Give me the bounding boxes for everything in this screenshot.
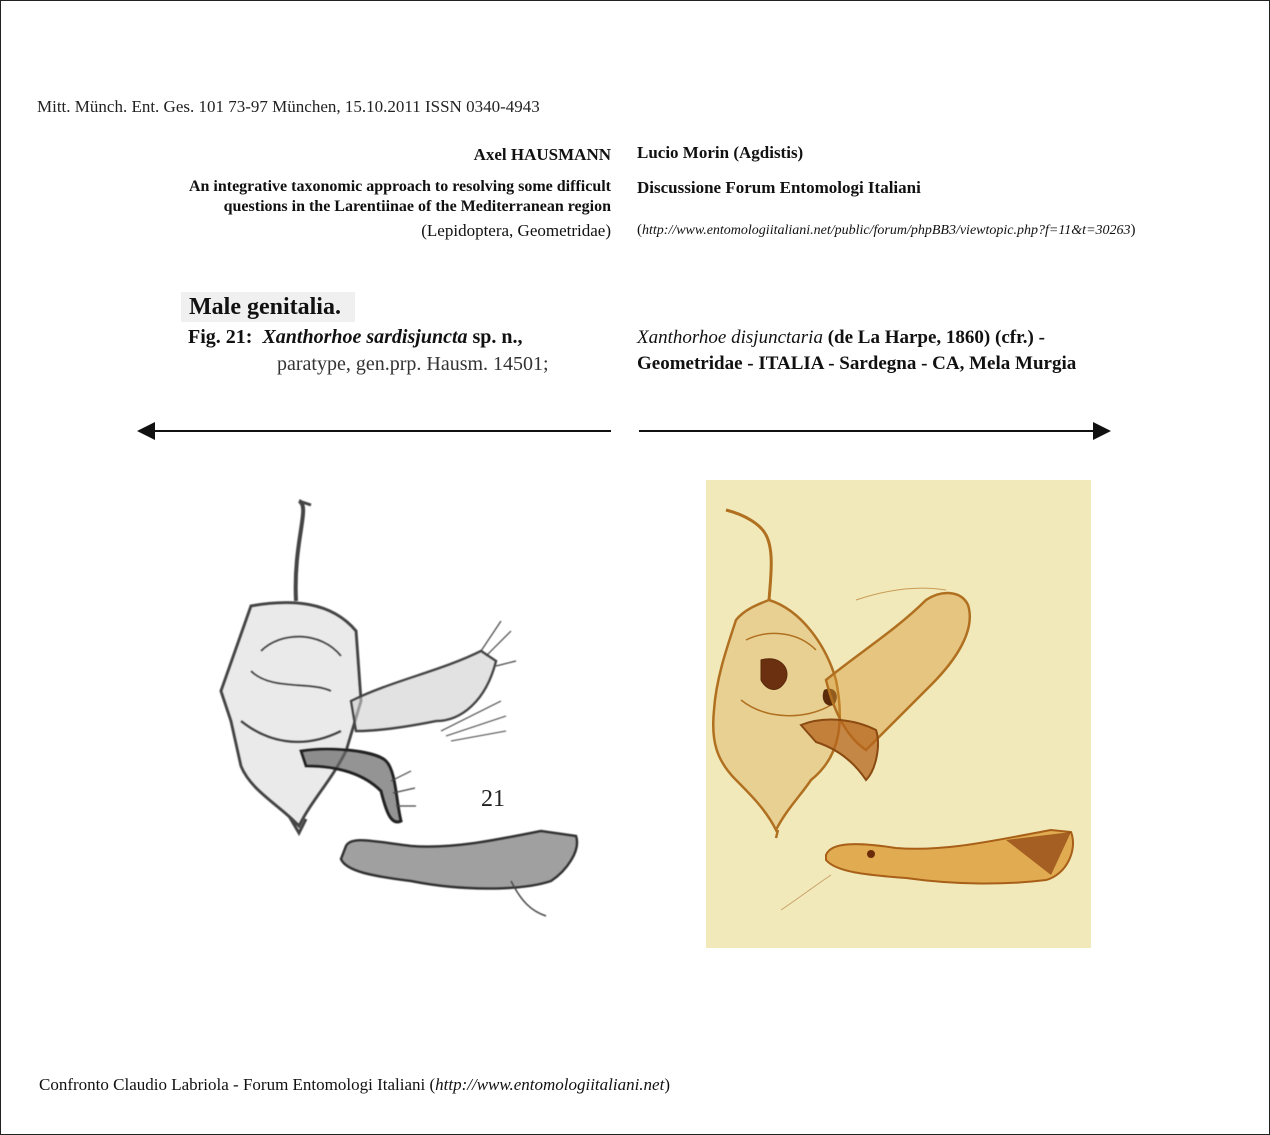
right-species-suffix: (de La Harpe, 1860) (cfr.) -	[827, 327, 1045, 348]
left-species-name: Xanthorhoe sardisjuncta	[262, 326, 468, 348]
left-title-line-1: An integrative taxonomic approach to resolving some difficult	[188, 178, 611, 195]
left-paper-title	[189, 177, 611, 217]
right-forum-url: (http://www.entomologiitaliani.net/public/forum/phpBB3/viewtopic.php?f=11&t=30263)	[637, 222, 1136, 238]
right-author: Lucio Morin (Agdistis)	[637, 143, 804, 162]
genitalia-figure-grayscale	[181, 481, 621, 941]
right-species-caption	[637, 327, 1045, 349]
genitalia-photo-color	[706, 480, 1091, 948]
right-species-name: Xanthorhoe disjunctaria	[637, 327, 823, 348]
right-locality: Geometridae - ITALIA - Sardegna - CA, Mela Murgia	[637, 353, 1077, 374]
forum-url-link[interactable]: http://www.entomologiitaliani.net/public/forum/phpBB3/viewtopic.php?f=11&t=30263	[642, 223, 1131, 238]
left-arrow-icon	[131, 416, 621, 446]
footer-url-link[interactable]: http://www.entomologiitaliani.net	[435, 1075, 665, 1094]
male-genitalia-heading: Male genitalia.	[181, 292, 355, 322]
left-title-line-2: questions in the Larentiinae of the Mediterranean region	[223, 198, 611, 215]
left-species-suffix: sp. n.,	[472, 326, 523, 348]
figure-caption	[188, 326, 523, 349]
left-author: Axel HAUSMANN	[473, 145, 611, 164]
figure-number: 21	[481, 786, 505, 812]
right-forum-title: Discussione Forum Entomologi Italiani	[637, 178, 921, 197]
left-subtitle: (Lepidoptera, Geometridae)	[421, 221, 611, 240]
specimen-info: paratype, gen.prp. Hausm. 14501;	[277, 353, 549, 375]
footer-credit: Confronto Claudio Labriola - Forum Entomologi Italiani (http://www.entomologiitaliani.net)	[39, 1075, 670, 1094]
fig-label: Fig. 21:	[188, 326, 253, 348]
right-arrow-icon	[629, 416, 1119, 446]
journal-citation: Mitt. Münch. Ent. Ges. 101 73-97 München, 15.10.2011 ISSN 0340-4943	[37, 97, 540, 116]
